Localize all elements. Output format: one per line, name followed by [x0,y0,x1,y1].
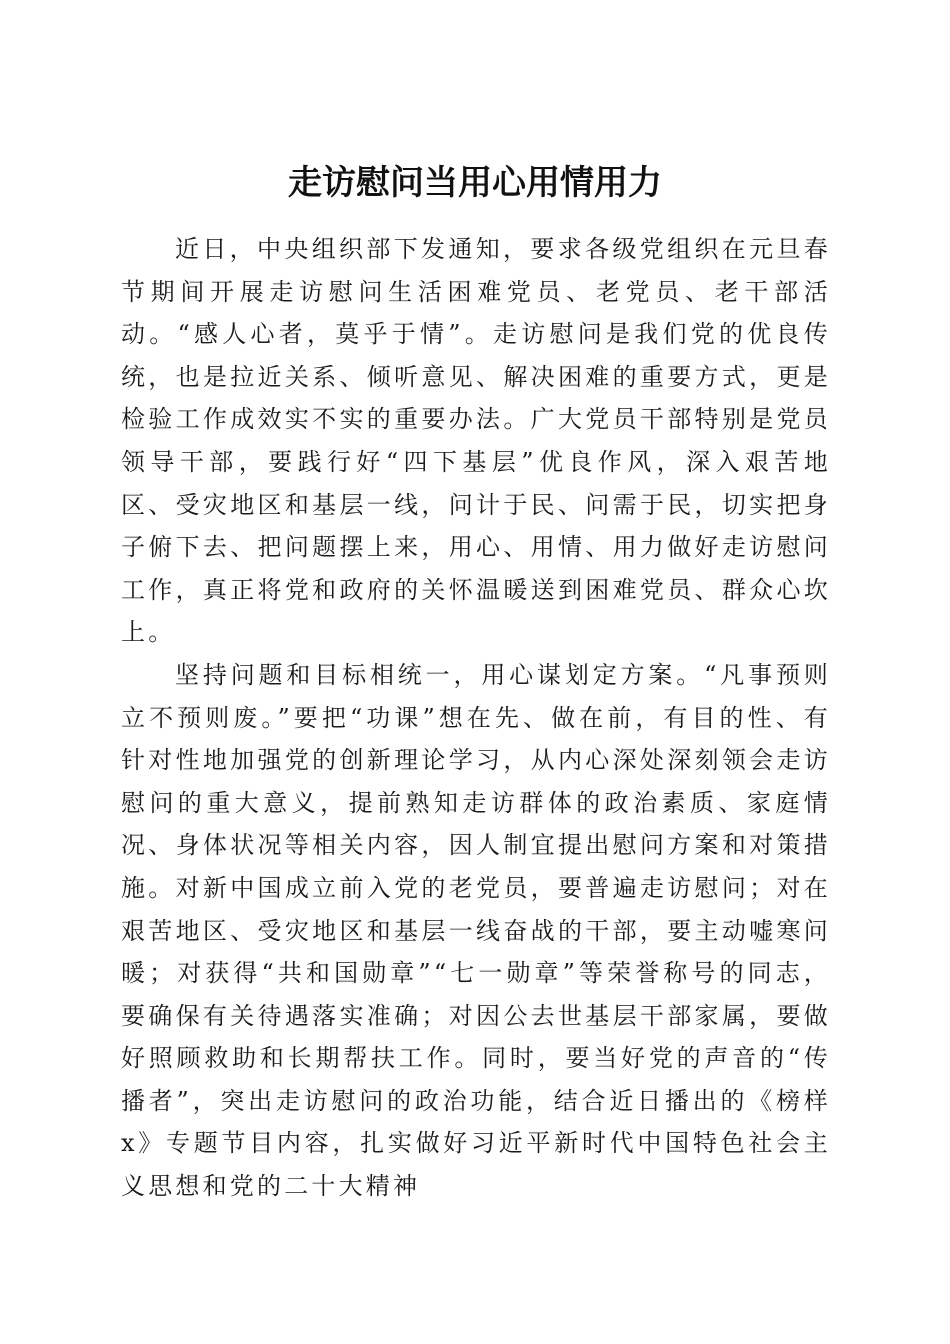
paragraph-2: 坚持问题和目标相统一，用心谋划定方案。“凡事预则立不预则废。”要把“功课”想在先、做在前，有目的性、有针对性地加强党的创新理论学习，从内心深处深刻领会走访慰问的重大意义，提前熟知走访群体的政治素质、家庭情况、身体状况等相关内容，因人制宜提出慰问方案和对策措施。对新中国成立前入党的老党员，要普遍走访慰问；对在艰苦地区、受灾地区和基层一线奋战的干部，要主动嘘寒问暖；对获得“共和国勋章”“七一勋章”等荣誉称号的同志，要确保有关待遇落实准确；对因公去世基层干部家属，要做好照顾救助和长期帮扶工作。同时，要当好党的声音的“传播者”，突出走访慰问的政治功能，结合近日播出的《榜样 x》专题节目内容，扎实做好习近平新时代中国特色社会主义思想和党的二十大精神 [121,660,831,1201]
paragraph-1: 近日，中央组织部下发通知，要求各级党组织在元旦春节期间开展走访慰问生活困难党员、老党员、老干部活动。“感人心者，莫乎于情”。走访慰问是我们党的优良传统，也是拉近关系、倾听意见、解决困难的重要方式，更是检验工作成效实不实的重要办法。广大党员干部特别是党员领导干部，要践行好“四下基层”优良作风，深入艰苦地区、受灾地区和基层一线，问计于民、问需于民，切实把身子俯下去、把问题摆上来，用心、用情、用力做好走访慰问工作，真正将党和政府的关怀温暖送到困难党员、群众心坎上。 [121,235,831,647]
document-title: 走访慰问当用心用情用力 [288,162,662,203]
document-body [121,228,831,1208]
